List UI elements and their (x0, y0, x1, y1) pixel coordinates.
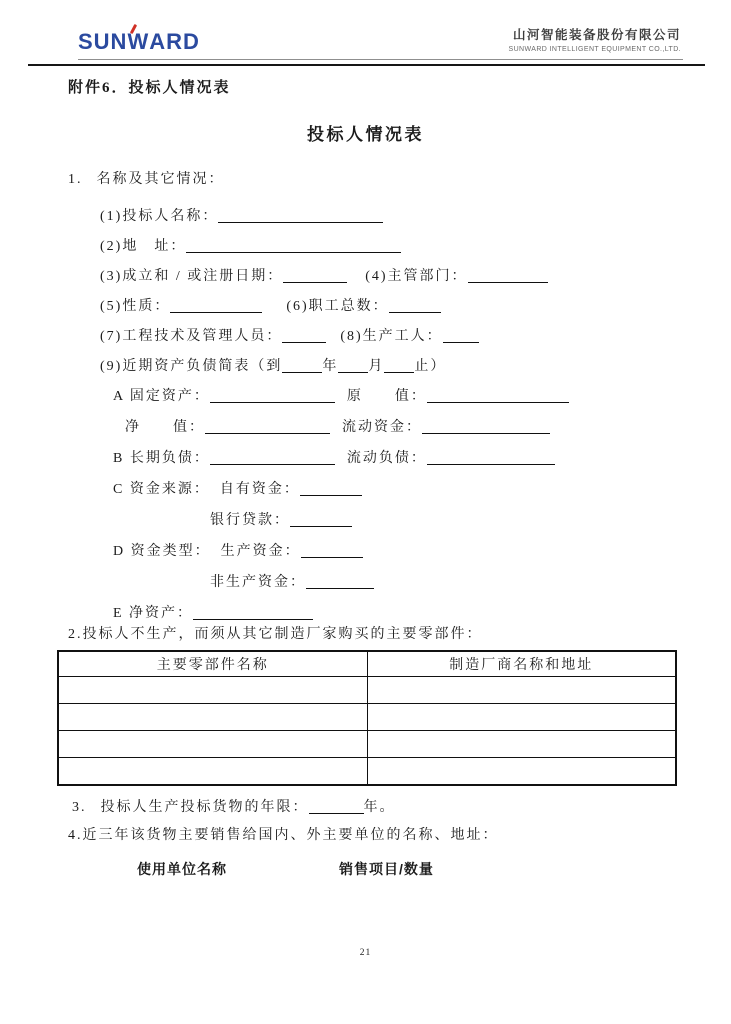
blank-line (301, 542, 363, 558)
item3-text: 投标人生产投标货物的年限： (100, 800, 309, 815)
field-label: (1)投标人名称： (100, 209, 219, 224)
field-label: 自有资金： (219, 482, 300, 497)
blank-line (282, 357, 322, 373)
blank-line (443, 327, 479, 343)
blank-line (389, 297, 441, 313)
field-label: (9)近期资产负债简表（到 (100, 359, 283, 374)
item1-heading (68, 172, 731, 187)
header-row (0, 28, 731, 55)
item2-text: 2.投标人不生产，而须从其它制造厂家购买的主要零部件： (68, 627, 483, 642)
table-row (58, 758, 676, 786)
company-name-cn: 山河智能装备股份有限公司 (512, 28, 681, 42)
usage-col-left: 使用单位名称 (137, 861, 227, 877)
field-capital-type-production (113, 542, 731, 559)
blank-line (427, 449, 555, 465)
blank-line (193, 604, 313, 620)
field-engineers-and-workers (100, 327, 731, 344)
blank-line (282, 327, 326, 343)
field-label-year: 年 (322, 359, 339, 374)
item3-production-years (72, 798, 731, 815)
table-cell (58, 677, 367, 704)
blank-line (283, 267, 347, 283)
item3-suffix: 年。 (363, 800, 396, 815)
field-label: 银行贷款： (210, 513, 290, 528)
blank-line (300, 480, 362, 496)
table-cell (58, 731, 367, 758)
field-label-month: 月 (368, 359, 385, 374)
field-label: E 净资产： (113, 606, 194, 621)
company-block (509, 28, 681, 55)
item2-heading (68, 627, 731, 642)
field-label: 流动负债： (346, 451, 427, 466)
logo-text-ard: ARD (149, 29, 200, 54)
page-number: 21 (359, 948, 372, 958)
field-balance-sheet-date (100, 357, 731, 374)
field-address (100, 237, 731, 254)
company-name-en: SUNWARD INTELLIGENT EQUIPMENT CO.,LTD. (508, 46, 681, 53)
logo-letter-w: W (127, 29, 149, 55)
table-header-manufacturer: 制造厂商名称和地址 (367, 651, 676, 677)
header-rule-thick (28, 64, 705, 66)
table-header-part-name: 主要零部件名称 (58, 651, 367, 677)
field-capital-source-own (113, 480, 731, 497)
table-row (58, 677, 676, 704)
blank-line (210, 387, 335, 403)
attachment-heading: 附件6．投标人情况表 (68, 80, 231, 96)
field-net-value-working-capital (125, 418, 731, 435)
field-label: 非生产资金： (210, 575, 306, 590)
field-label: 原 值： (346, 389, 427, 404)
item4-heading (68, 828, 731, 843)
usage-columns (137, 859, 731, 879)
table-cell (367, 677, 676, 704)
blank-line (338, 357, 368, 373)
table-row (58, 731, 676, 758)
field-label: 流动资金： (342, 420, 422, 435)
field-label: (6)职工总数： (286, 299, 389, 314)
page-header (0, 0, 731, 66)
blank-line (468, 267, 548, 283)
field-label: (5)性质： (100, 299, 171, 314)
item1-text: 名称及其它情况： (96, 172, 225, 187)
table-cell (367, 731, 676, 758)
field-label: (8)生产工人： (340, 329, 443, 344)
blank-line (210, 449, 335, 465)
table-cell (367, 704, 676, 731)
item4-text: 4.近三年该货物主要销售给国内、外主要单位的名称、地址： (68, 828, 499, 843)
field-label: A 固定资产： (113, 389, 210, 404)
usage-col-right: 销售项目/数量 (339, 861, 434, 877)
field-longterm-current-liabilities (113, 449, 731, 466)
field-label: C 资金来源： (113, 482, 210, 497)
field-label: (3)成立和 / 或注册日期： (100, 269, 284, 284)
blank-line (422, 418, 550, 434)
item3-number: 3. (72, 800, 87, 815)
table-header-row (58, 651, 676, 677)
field-registration-date-and-department (100, 267, 731, 284)
sunward-logo (78, 29, 200, 55)
blank-line (306, 573, 374, 589)
field-bank-loan (210, 511, 731, 528)
field-label: 净 值： (125, 420, 205, 435)
blank-line (290, 511, 352, 527)
blank-line (170, 297, 262, 313)
blank-line (309, 798, 364, 814)
blank-line (427, 387, 569, 403)
item1-number: 1. (68, 172, 83, 187)
table-cell (58, 758, 367, 786)
table-cell (367, 758, 676, 786)
field-nonproduction-capital (210, 573, 731, 590)
table-row (58, 704, 676, 731)
blank-line (384, 357, 414, 373)
blank-line (186, 237, 401, 253)
field-nature-and-staff-total (100, 297, 731, 314)
blank-line (205, 418, 330, 434)
field-label: (4)主管部门： (365, 269, 468, 284)
logo-text-sun: SUN (78, 29, 128, 54)
blank-line (218, 207, 383, 223)
field-label: (7)工程技术及管理人员： (100, 329, 283, 344)
field-bidder-name (100, 207, 731, 224)
field-label-end: 止） (414, 359, 447, 374)
purchased-parts-table (57, 650, 677, 786)
field-label: D 资金类型： (113, 544, 211, 559)
form-body (0, 172, 731, 879)
field-fixed-assets (113, 387, 731, 404)
field-label: (2)地 址： (100, 239, 187, 254)
page-title: 投标人情况表 (307, 125, 424, 144)
field-label: B 长期负债： (113, 451, 210, 466)
header-rule-thin (78, 59, 683, 60)
field-label: 生产资金： (220, 544, 301, 559)
field-net-assets (113, 604, 731, 621)
table-cell (58, 704, 367, 731)
